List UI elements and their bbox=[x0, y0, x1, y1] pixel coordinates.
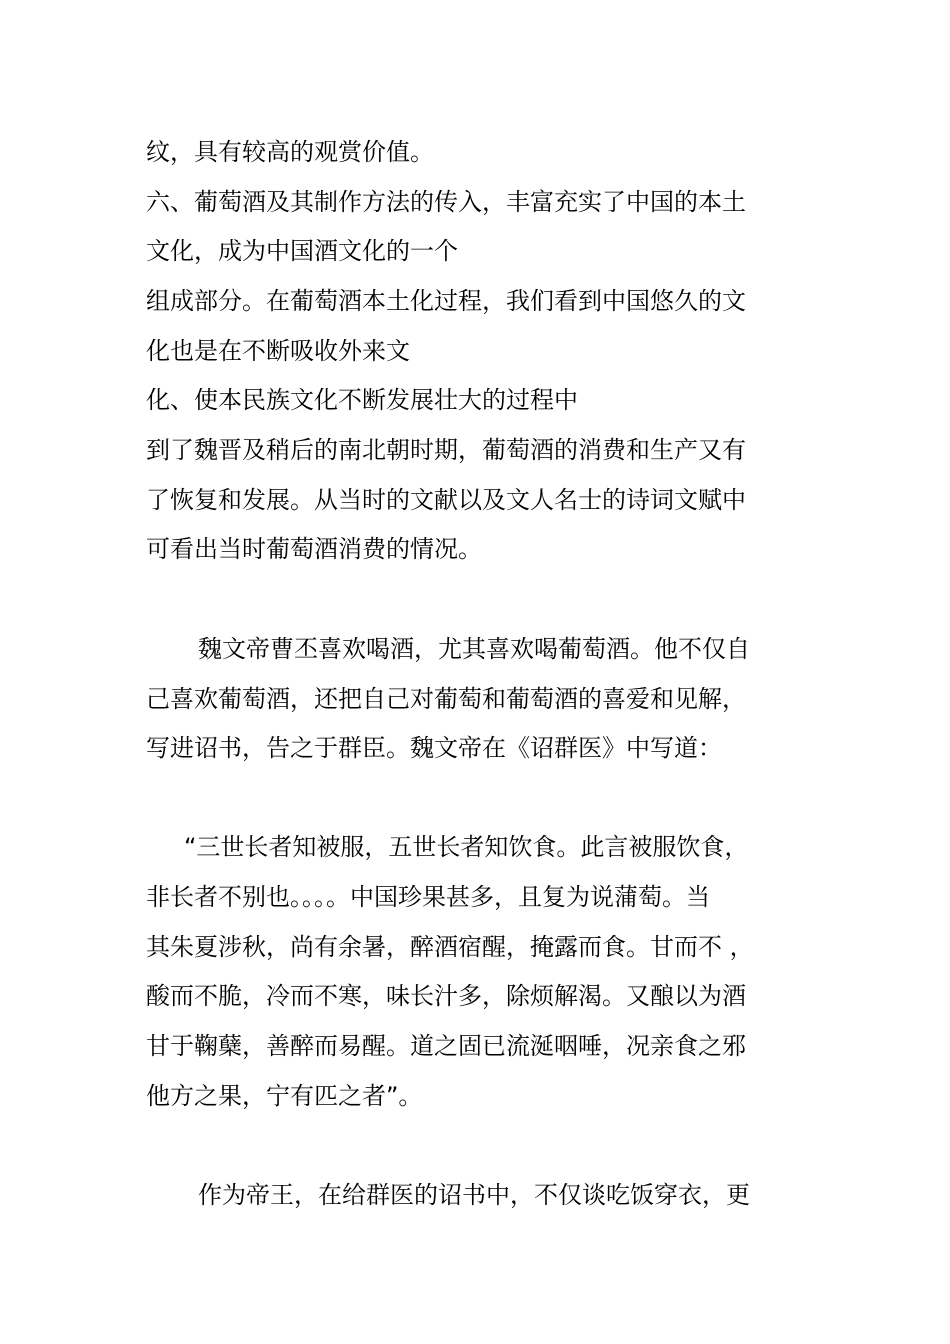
paragraph-first-line: 作为帝王，在给群医的诏书中，不仅谈吃饭穿衣，更 bbox=[198, 1181, 750, 1209]
text-line: 六、葡萄酒及其制作方法的传入，丰富充实了中国的本土 bbox=[146, 188, 746, 216]
text-line: 酸而不脆，冷而不寒，味长汁多，除烦解渴。又酿以为酒 bbox=[146, 982, 746, 1010]
text-line: 文化，成为中国酒文化的一个 bbox=[146, 237, 458, 265]
text-line: 纹，具有较高的观赏价值。 bbox=[146, 138, 434, 166]
text-line: 了恢复和发展。从当时的文献以及文人名士的诗词文赋中 bbox=[146, 486, 746, 514]
text-line: 组成部分。在葡萄酒本土化过程，我们看到中国悠久的文 bbox=[146, 287, 746, 315]
text-line: 其朱夏涉秋，尚有余暑，醉酒宿醒，掩露而食。甘而不 ， bbox=[146, 933, 754, 961]
text-line: 他方之果，宁有匹之者”。 bbox=[146, 1082, 423, 1110]
text-line: 非长者不别也。。。。中国珍果甚多，且复为说蒲萄。当 bbox=[146, 883, 710, 911]
paragraph-first-line: 魏文帝曹丕喜欢喝酒，尤其喜欢喝葡萄酒。他不仅自 bbox=[198, 635, 750, 663]
text-line: 化也是在不断吸收外来文 bbox=[146, 337, 410, 365]
quote-first-line: “三世长者知被服，五世长者知饮食。此言被服饮食， bbox=[184, 833, 749, 861]
text-line: 化、使本民族文化不断发展壮大的过程中 bbox=[146, 386, 578, 414]
text-line: 到了魏晋及稍后的南北朝时期，葡萄酒的消费和生产又有 bbox=[146, 436, 746, 464]
text-line: 写进诏书，告之于群臣。魏文帝在《诏群医》中写道： bbox=[146, 734, 722, 762]
text-line: 可看出当时葡萄酒消费的情况。 bbox=[146, 535, 482, 563]
text-line: 己喜欢葡萄酒，还把自己对葡萄和葡萄酒的喜爱和见解， bbox=[146, 685, 746, 713]
text-line: 甘于鞠蘖，善醉而易醒。道之固已流涎咽唾，况亲食之邪 bbox=[146, 1032, 746, 1060]
